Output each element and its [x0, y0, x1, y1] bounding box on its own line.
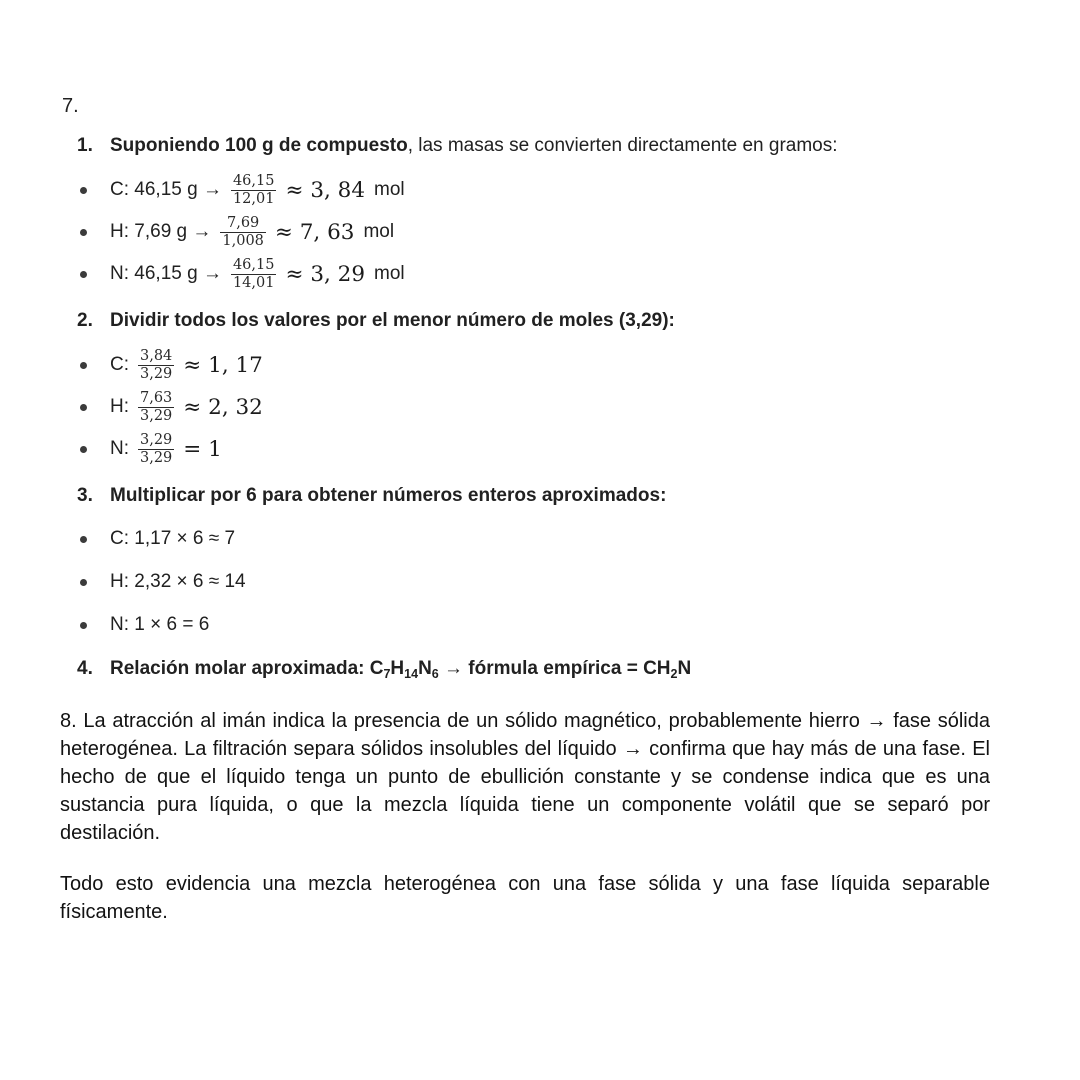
fraction-numerator: 3,29	[140, 432, 173, 449]
fraction-numerator: 46,15	[232, 257, 275, 274]
list-item-multiply-n	[60, 614, 990, 636]
math-result: ≈ 3, 29	[285, 261, 366, 287]
list-item-ratio-h	[60, 386, 990, 428]
list-item-ratio-c	[60, 344, 990, 386]
list-item-mol-h	[60, 211, 990, 253]
bullet-icon	[80, 404, 87, 411]
unit-label: mol	[374, 263, 405, 284]
bullet-prefix: H: 7,69 g →	[110, 221, 212, 242]
fraction	[231, 257, 277, 290]
step-4-heading	[60, 657, 990, 686]
bullet-icon	[80, 579, 87, 586]
bullet-text: N: 1 × 6 = 6	[110, 614, 210, 635]
step-number: 2.	[77, 310, 93, 331]
bullet-marker	[60, 622, 110, 629]
formula-text: Relación molar aproximada: C	[110, 658, 384, 679]
step-3-heading	[60, 484, 990, 507]
step-heading-text	[110, 484, 666, 507]
step-2-heading	[60, 309, 990, 332]
formula-text: N	[418, 658, 432, 679]
formula-subscript: 14	[404, 667, 419, 681]
bullet-marker	[60, 229, 110, 236]
list-item-mol-n	[60, 253, 990, 295]
unit-label: mol	[363, 221, 395, 242]
bullet-marker	[60, 271, 110, 278]
step-number: 3.	[77, 485, 93, 506]
list-item-ratio-n	[60, 428, 990, 470]
fraction-numerator: 3,84	[140, 348, 173, 365]
list-item-multiply-h	[60, 571, 990, 593]
fraction-numerator: 7,63	[140, 390, 173, 407]
bullet-icon	[80, 362, 87, 369]
bullet-marker	[60, 579, 110, 586]
step-number: 1.	[77, 135, 93, 156]
fraction-numerator: 46,15	[232, 173, 275, 190]
bullet-icon	[80, 187, 87, 194]
bullet-prefix: N: 46,15 g →	[110, 263, 222, 284]
bullet-prefix: N:	[110, 438, 129, 459]
formula-text: H	[390, 658, 405, 679]
step-heading-bold: Dividir todos los valores por el menor número de moles (3,29):	[110, 310, 675, 331]
fraction	[138, 390, 174, 423]
fraction-denominator: 1,008	[222, 232, 264, 249]
fraction	[220, 215, 266, 248]
math-result: ≈ 1, 17	[183, 352, 263, 378]
step-heading-bold: Multiplicar por 6 para obtener números enteros aproximados:	[110, 485, 667, 506]
fraction-denominator: 3,29	[140, 365, 173, 382]
list-item-mol-c	[60, 169, 990, 211]
math-result: ≈ 7, 63	[274, 219, 355, 245]
formula-text: → fórmula empírica = CH	[438, 658, 671, 679]
list-item-multiply-c	[60, 528, 990, 550]
unit-label: mol	[374, 179, 405, 200]
bullet-icon	[80, 271, 87, 278]
fraction	[138, 348, 174, 381]
step-heading-text	[110, 134, 838, 157]
step-1-heading	[60, 134, 990, 157]
fraction-denominator: 3,29	[140, 407, 173, 424]
bullet-prefix: H:	[110, 396, 129, 417]
question-number: 7.	[62, 95, 79, 117]
paragraph-question-8: 8. La atracción al imán indica la presencia de un sólido magnético, probablemente hierro → fase sólida heterogénea. La filtración separa sólidos insolubles del líquido → confirma que hay más de una fase. El hecho de que el líquido tenga un punto de ebullición constante y se condense indica que es una sustancia pura líquida, o que la mezcla líquida tiene un componente volátil que se separó por destilación.	[60, 710, 990, 844]
fraction-denominator: 14,01	[232, 274, 275, 291]
formula-subscript: 6	[431, 667, 439, 681]
math-result: ≈ 2, 32	[183, 394, 263, 420]
step-heading-text	[110, 309, 675, 332]
step-number: 4.	[77, 658, 93, 679]
formula-subscript: 7	[383, 667, 391, 681]
bullet-icon	[80, 536, 87, 543]
bullet-marker	[60, 536, 110, 543]
empirical-formula-line	[110, 657, 691, 686]
bullet-icon	[80, 446, 87, 453]
bullet-marker	[60, 362, 110, 369]
math-result: ≈ 3, 84	[285, 177, 366, 203]
paragraph-conclusion: Todo esto evidencia una mezcla heterogénea con una fase sólida y una fase líquida separable físicamente.	[60, 873, 990, 923]
fraction-denominator: 12,01	[232, 190, 275, 207]
step-heading-bold: Suponiendo 100 g de compuesto	[110, 135, 408, 156]
bullet-marker	[60, 404, 110, 411]
fraction	[138, 432, 174, 465]
bullet-icon	[80, 622, 87, 629]
math-result: = 1	[183, 436, 222, 462]
fraction	[231, 173, 277, 206]
bullet-text: H: 2,32 × 6 ≈ 14	[110, 571, 246, 592]
bullet-prefix: C:	[110, 354, 129, 375]
bullet-text: C: 1,17 × 6 ≈ 7	[110, 528, 236, 549]
step-heading-rest: , las masas se convierten directamente en gramos:	[407, 135, 838, 156]
bullet-prefix: C: 46,15 g →	[110, 179, 222, 200]
fraction-denominator: 3,29	[140, 449, 173, 466]
bullet-marker	[60, 187, 110, 194]
formula-subscript: 2	[670, 667, 678, 681]
document-page	[60, 94, 990, 926]
bullet-marker	[60, 446, 110, 453]
bullet-icon	[80, 229, 87, 236]
formula-text: N	[677, 658, 692, 679]
fraction-numerator: 7,69	[227, 215, 260, 232]
